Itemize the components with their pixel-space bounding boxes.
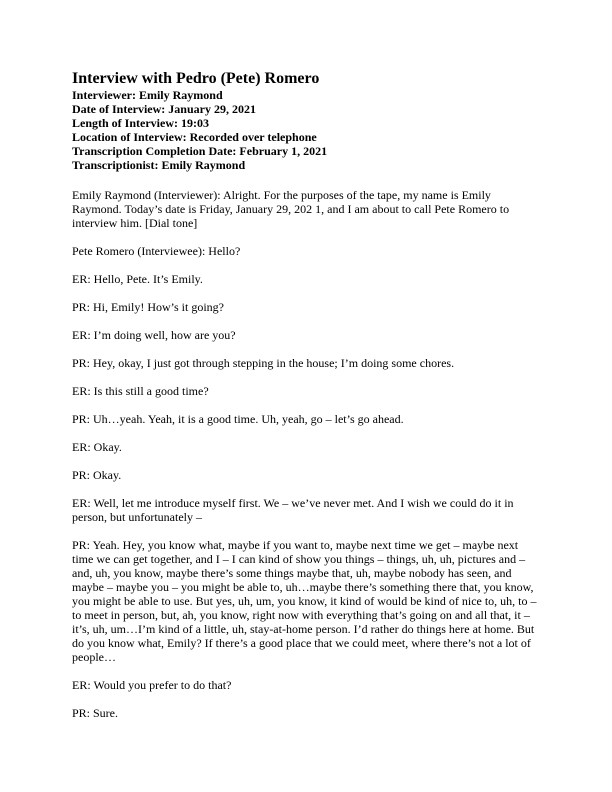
text-line: and, uh, you know, maybe there’s some things maybe that, uh, maybe nobody has seen, and — [72, 566, 512, 580]
transcript-paragraph: ER: Is this still a good time? — [72, 384, 209, 398]
text-line: ER: Well, let me introduce myself first. We – we’ve never met. And I wish we could do it in — [72, 496, 514, 510]
text-line: person, but unfortunately – — [72, 510, 202, 524]
interview-metadata — [72, 88, 542, 172]
text-line: to meet in person, but, ah, you know, right now with everything that’s going on and all that, it – — [72, 608, 530, 622]
text-line: people… — [72, 650, 116, 664]
transcript-paragraph — [72, 188, 542, 230]
interviewer-line: Interviewer: Emily Raymond — [72, 88, 223, 102]
text-line: PR: Yeah. Hey, you know what, maybe if you want to, maybe next time we get – maybe next — [72, 538, 519, 552]
transcript-body — [72, 188, 542, 720]
transcriptionist-line: Transcriptionist: Emily Raymond — [72, 158, 246, 172]
transcript-paragraph: PR: Hey, okay, I just got through stepping in the house; I’m doing some chores. — [72, 356, 455, 370]
interview-location-line: Location of Interview: Recorded over telephone — [72, 130, 317, 144]
transcript-paragraph: PR: Uh…yeah. Yeah, it is a good time. Uh, yeah, go – let’s go ahead. — [72, 412, 404, 426]
text-line: you might be able to use. But yes, uh, um, you know, it kind of would be kind of nice to, uh, to – — [72, 594, 537, 608]
transcript-paragraph: ER: Okay. — [72, 440, 122, 454]
transcript-paragraph: Pete Romero (Interviewee): Hello? — [72, 244, 241, 258]
transcript-paragraph: ER: Hello, Pete. It’s Emily. — [72, 272, 203, 286]
transcription-date-line: Transcription Completion Date: February 1, 2021 — [72, 144, 328, 158]
transcript-paragraph — [72, 496, 542, 524]
transcript-paragraph: PR: Hi, Emily! How’s it going? — [72, 300, 225, 314]
text-line: it’s, uh, um…I’m kind of a little, uh, stay-at-home person. I’d rather do things here at home. But — [72, 622, 535, 636]
text-line: Raymond. Today’s date is Friday, January 29, 202 1, and I am about to call Pete Romero to — [72, 202, 510, 216]
interview-length-line: Length of Interview: 19:03 — [72, 116, 209, 130]
text-line: time we can get together, and I – I can kind of show you things – things, uh, uh, pictures and – — [72, 552, 526, 566]
transcript-paragraph: ER: Would you prefer to do that? — [72, 678, 232, 692]
transcript-page — [72, 70, 542, 734]
interview-date-line: Date of Interview: January 29, 2021 — [72, 102, 256, 116]
text-line: Emily Raymond (Interviewer): Alright. For the purposes of the tape, my name is Emily — [72, 188, 491, 202]
document-title: Interview with Pedro (Pete) Romero — [72, 70, 320, 87]
transcript-paragraph: PR: Okay. — [72, 468, 122, 482]
text-line: interview him. [Dial tone] — [72, 216, 198, 230]
transcript-paragraph: PR: Sure. — [72, 706, 119, 720]
text-line: maybe – maybe you – you might be able to, uh…maybe there’s something there that, you know, — [72, 580, 534, 594]
text-line: do you know what, Emily? If there’s a good place that we could meet, where there’s not a lot of — [72, 636, 531, 650]
transcript-paragraph — [72, 538, 542, 664]
transcript-paragraph: ER: I’m doing well, how are you? — [72, 328, 236, 342]
